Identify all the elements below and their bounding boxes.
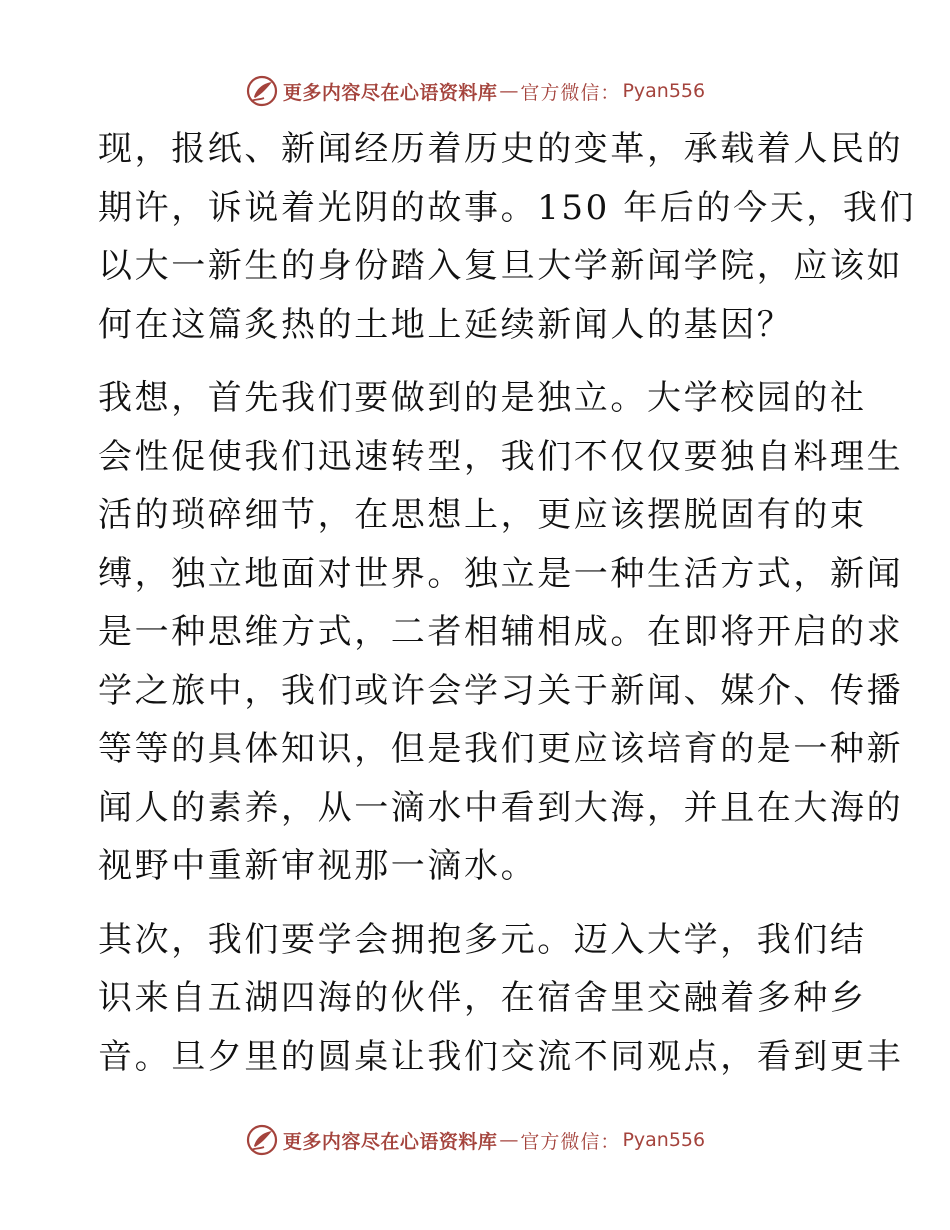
text-line: 其次，我们要学会拥抱多元。迈入大学，我们结 bbox=[98, 919, 867, 960]
text-line: 会性促使我们迅速转型，我们不仅仅要独自料理生 bbox=[98, 436, 904, 477]
pen-swirl-logo-icon bbox=[245, 74, 279, 108]
site-name: 更多内容尽在心语资料库 bbox=[282, 1130, 498, 1153]
text-line: 何在这篇炙热的土地上延续新闻人的基因？ bbox=[98, 304, 794, 345]
text-line: 闻人的素养，从一滴水中看到大海，并且在大海的 bbox=[98, 787, 904, 828]
site-name: 更多内容尽在心语资料库 bbox=[282, 81, 498, 104]
pen-swirl-logo-icon bbox=[245, 1123, 279, 1157]
document-body bbox=[98, 120, 917, 1086]
wechat-id: Pyan556 bbox=[622, 1129, 706, 1151]
text-line: 学之旅中，我们或许会学习关于新闻、媒介、传播 bbox=[98, 670, 904, 711]
text-line: 识来自五湖四海的伙伴，在宿舍里交融着多种乡 bbox=[98, 978, 867, 1018]
banner-dash: — bbox=[499, 1129, 519, 1151]
text-line: 视野中重新审视那一滴水。 bbox=[98, 846, 538, 886]
header-banner bbox=[0, 71, 950, 111]
text-line: 等等的具体知识，但是我们更应该培育的是一种新 bbox=[98, 729, 904, 769]
text-line: 缚，独立地面对世界。独立是一种生活方式，新闻 bbox=[98, 553, 904, 594]
text-line: 现，报纸、新闻经历着历史的变革，承载着人民的 bbox=[98, 129, 904, 169]
paragraph-2 bbox=[98, 369, 904, 896]
wechat-label: 官方微信： bbox=[520, 81, 621, 104]
wechat-id: Pyan556 bbox=[622, 80, 706, 102]
text-line: 以大一新生的身份踏入复旦大学新闻学院，应该如 bbox=[98, 246, 904, 286]
paragraph-3 bbox=[98, 911, 904, 1087]
text-line: 我想，首先我们要做到的是独立。大学校园的社 bbox=[98, 378, 867, 418]
footer-banner bbox=[0, 1120, 950, 1160]
wechat-label: 官方微信： bbox=[520, 1130, 621, 1153]
text-line: 是一种思维方式，二者相辅相成。在即将开启的求 bbox=[98, 612, 904, 652]
text-line: 活的琐碎细节，在思想上，更应该摆脱固有的束 bbox=[98, 495, 867, 535]
text-line: 音。旦夕里的圆桌让我们交流不同观点，看到更丰 bbox=[98, 1036, 904, 1077]
banner-dash: — bbox=[499, 80, 519, 102]
paragraph-1 bbox=[98, 120, 917, 354]
text-line: 期许，诉说着光阴的故事。150 年后的今天，我们 bbox=[98, 187, 917, 228]
